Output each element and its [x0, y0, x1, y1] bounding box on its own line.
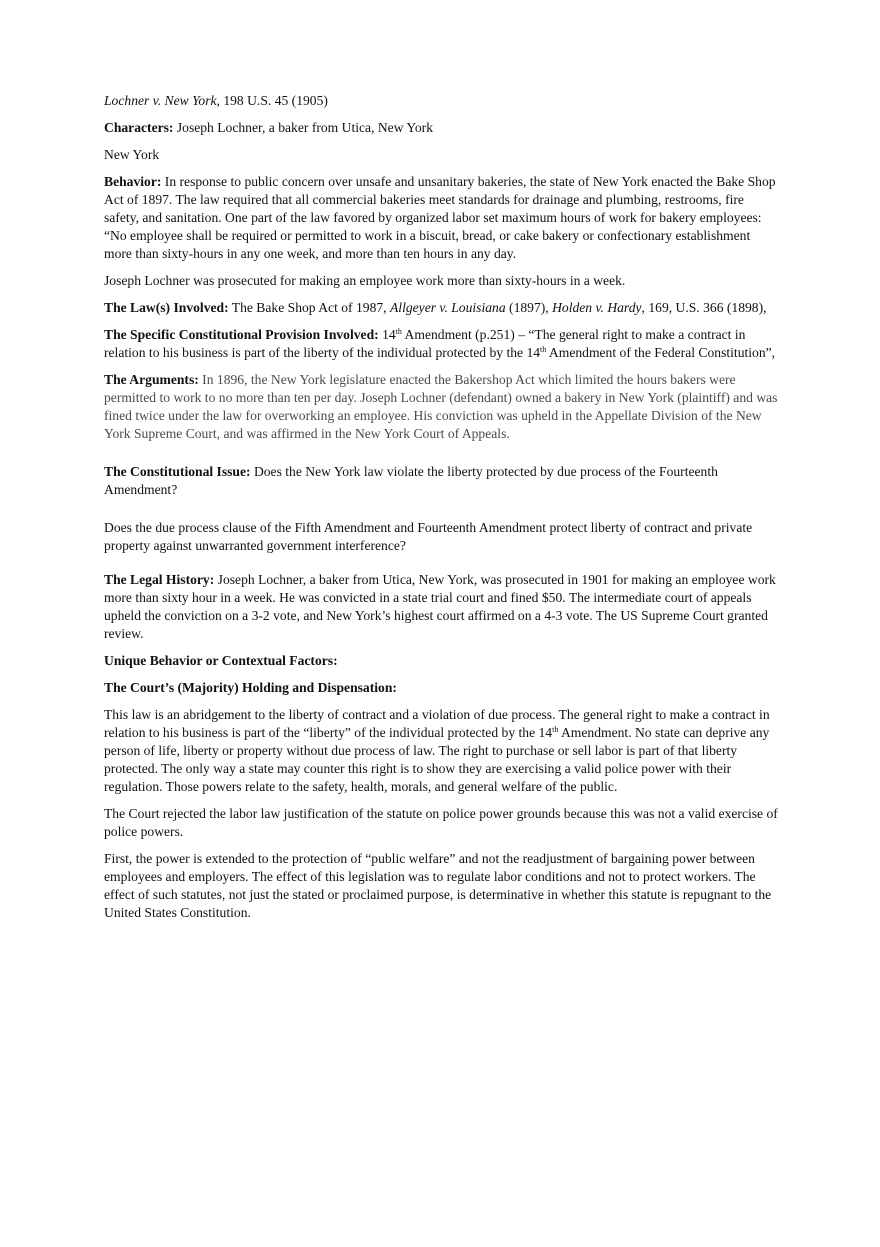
characters-text: Joseph Lochner, a baker from Utica, New York [173, 120, 434, 135]
state-line: New York [104, 147, 160, 162]
arguments-label: The Arguments: [104, 372, 199, 387]
unique-factors-label: Unique Behavior or Contextual Factors: [104, 653, 338, 668]
prosecution-paragraph: Joseph Lochner was prosecuted for making an employee work more than sixty-hours in a week. [104, 273, 626, 288]
holding-label: The Court’s (Majority) Holding and Dispensation: [104, 680, 397, 695]
holding-p1-text-2: Amendment. No state can deprive any person of life, liberty or property without due process of law. The right to purchase or sell labor is part of that liberty protected. The only way a state may counter this right is to show they are exercising a valid police power with their regulation. Those powers relate to the safety, health, morals, and general welfare of the public. [104, 725, 770, 794]
arguments-text: In 1896, the New York legislature enacted the Bakershop Act which limited the hours bakers were permitted to work to no more than ten per day. Joseph Lochner (defendant) owned a bakery in New York (plaintiff) and was fined twice under the law for overworking an employee. His conviction was upheld in the Appellate Division of the New York Supreme Court, and was affirmed in the New York Court of Appeals. [104, 372, 778, 441]
provision-sup-2: th [540, 345, 547, 354]
issue2-paragraph: Does the due process clause of the Fifth Amendment and Fourteenth Amendment protect liberty of contract and private property against unwarranted government interference? [104, 520, 753, 553]
provision-paragraph [104, 326, 780, 362]
issue-paragraph [104, 463, 780, 499]
legal-history-paragraph [104, 571, 780, 643]
legal-history-text: Joseph Lochner, a baker from Utica, New York, was prosecuted in 1901 for making an employee work more than sixty hour in a week. He was convicted in a state trial court and fined $50. The intermediate court of appeals upheld the conviction on a 3-2 vote, and New York’s highest court affirmed on a 4-3 vote. The US Supreme Court granted review. [104, 572, 776, 641]
holding-paragraph-1 [104, 706, 780, 796]
provision-text-2: Amendment of the Federal Constitution”, [546, 345, 776, 360]
case-name: Lochner v. New York [104, 93, 217, 108]
case-title [104, 92, 780, 110]
legal-history-label: The Legal History: [104, 572, 215, 587]
case-citation: , 198 U.S. 45 (1905) [216, 93, 328, 108]
case-brief-document [104, 92, 780, 931]
issue-label: The Constitutional Issue: [104, 464, 251, 479]
laws-text-3: , 169, U.S. 366 (1898), [641, 300, 767, 315]
provision-sup: th [395, 327, 402, 336]
laws-involved-label: The Law(s) Involved: [104, 300, 229, 315]
unique-factors-heading [104, 652, 780, 670]
behavior-paragraph [104, 173, 780, 263]
characters-label: Characters: [104, 120, 174, 135]
provision-num: 14 [378, 327, 396, 342]
provision-text-1: Amendment (p.251) – “The general right to make a contract in relation to his business is part of the liberty of the individual protected by the 14 [104, 327, 746, 360]
holding-heading [104, 679, 780, 697]
holding-paragraph-2: The Court rejected the labor law justification of the statute on police power grounds because this was not a valid exercise of police powers. [104, 806, 778, 839]
holding-p1-text-1: This law is an abridgement to the liberty of contract and a violation of due process. The general right to make a contract in relation to his business is part of the “liberty” of the individual protected by the 14 [104, 707, 770, 740]
behavior-text: In response to public concern over unsafe and unsanitary bakeries, the state of New York enacted the Bake Shop Act of 1897. The law required that all commercial bakeries meet standards for drainage and plumbing, restrooms, fire safety, and sanitation. One part of the law favored by organized labor set maximum hours of work for bakery employees: “No employee shall be required or permitted to work in a biscuit, bread, or cake bakery or confectionary establishment more than sixty-hours in any one week, and more than ten hours in any day. [104, 174, 776, 261]
holding-p1-sup: th [552, 725, 559, 734]
case-allgeyer: Allgeyer v. Louisiana [389, 300, 506, 315]
behavior-label: Behavior: [104, 174, 162, 189]
holding-paragraph-3: First, the power is extended to the protection of “public welfare” and not the readjustment of bargaining power between employees and employers. The effect of this legislation was to regulate labor conditions and not to protect workers. The effect of such statutes, not just the stated or proclaimed purpose, is determinative in whether this statute is repugnant to the United States Constitution. [104, 851, 772, 920]
provision-label: The Specific Constitutional Provision Involved: [104, 327, 379, 342]
issue-text: Does the New York law violate the liberty protected by due process of the Fourteenth Amendment? [104, 464, 718, 497]
laws-text-2: (1897), [505, 300, 553, 315]
case-holden: Holden v. Hardy [552, 300, 642, 315]
characters-paragraph [104, 119, 780, 137]
arguments-paragraph [104, 371, 780, 443]
laws-text-1: The Bake Shop Act of 1987, [228, 300, 390, 315]
laws-involved-paragraph [104, 299, 780, 317]
